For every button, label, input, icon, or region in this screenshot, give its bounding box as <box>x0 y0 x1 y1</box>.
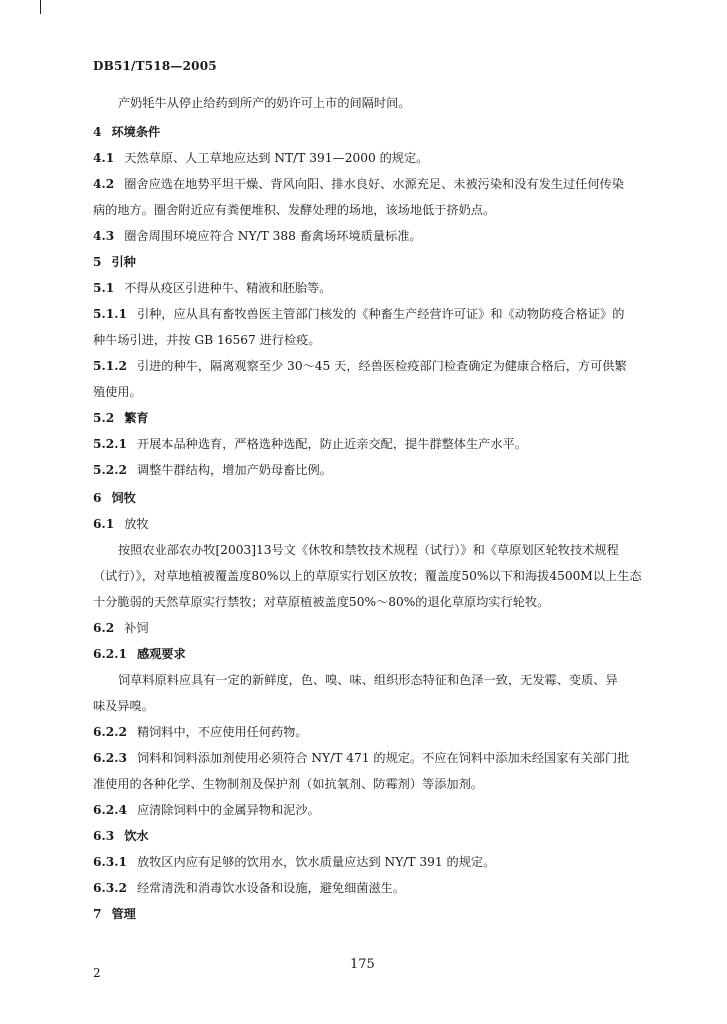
clause-number: 4.1 <box>93 151 115 165</box>
clause-text: 饲牧 <box>111 491 136 505</box>
clause-text: 天然草原、人工草地应达到 NT/T 391—2000 的规定。 <box>124 151 429 165</box>
clause-text: 圈舍周围环境应符合 NY/T 388 畜禽场环境质量标准。 <box>124 229 422 243</box>
page-number-center: 175 <box>350 957 375 972</box>
clause-number: 4.2 <box>93 177 115 191</box>
clause-text: 开展本品种选育，严格选种选配，防止近亲交配，提牛群整体生产水平。 <box>136 437 527 451</box>
clause-text: 圈舍应选在地势平坦干燥、背风向阳、排水良好、水源充足、未被污染和没有发生过任何传染 <box>124 177 624 191</box>
text-line <box>93 490 136 506</box>
clause-text: 饲草料原料应具有一定的新鲜度，色、嗅、味、组织形态特征和色泽一致，无发霉、变质、异 <box>118 673 618 687</box>
text-line <box>118 542 619 558</box>
standard-number: DB51/T518—2005 <box>93 59 217 73</box>
text-line <box>93 828 149 844</box>
clause-number: 5.2 <box>93 411 115 425</box>
clause-text: 味及异嗅。 <box>93 699 154 713</box>
text-line <box>93 620 149 636</box>
clause-text: 放牧 <box>124 517 149 531</box>
clause-text: 病的地方。圈舍附近应有粪便堆积、发酵处理的场地，该场地低于挤奶点。 <box>93 203 496 217</box>
text-line <box>93 358 627 374</box>
clause-number: 5.2.1 <box>93 437 127 451</box>
clause-number: 6.1 <box>93 517 115 531</box>
clause-text: 殖使用。 <box>93 385 142 399</box>
top-edge-mark <box>40 0 41 14</box>
text-line <box>118 672 618 688</box>
clause-text: 饲料和饲料添加剂使用必须符合 NY/T 471 的规定。不应在饲料中添加未经国家有关部门批 <box>136 751 630 765</box>
clause-number: 6.3.2 <box>93 881 127 895</box>
clause-text: 引进的种牛，隔离观察至少 30～45 天，经兽医检疫部门检查确定为健康合格后，方可供繁 <box>136 359 627 373</box>
text-line <box>93 646 186 662</box>
clause-number: 5 <box>93 255 102 269</box>
clause-number: 6.2.3 <box>93 751 127 765</box>
text-line <box>93 280 331 296</box>
clause-text: 十分脆弱的天然草原实行禁牧；对草原植被盖度50%～80%的退化草原均实行轮牧。 <box>93 595 550 609</box>
text-line <box>93 594 549 610</box>
text-line <box>93 724 308 740</box>
text-line <box>93 568 642 584</box>
page-number-left: 2 <box>93 966 101 980</box>
text-line <box>118 95 411 111</box>
clause-number: 6.2.1 <box>93 647 127 661</box>
clause-text: 繁育 <box>124 411 149 425</box>
clause-text: 不得从疫区引进种牛、精液和胚胎等。 <box>124 281 332 295</box>
text-line <box>93 698 154 714</box>
clause-text: 引种，应从具有畜牧兽医主管部门核发的《种畜生产经营许可证》和《动物防疫合格证》的 <box>136 307 625 321</box>
clause-number: 5.1 <box>93 281 115 295</box>
text-line <box>93 150 428 166</box>
text-line <box>93 906 136 922</box>
clause-number: 6.2 <box>93 621 115 635</box>
clause-number: 7 <box>93 907 102 921</box>
clause-number: 6.3.1 <box>93 855 127 869</box>
text-line <box>93 410 149 426</box>
clause-number: 5.2.2 <box>93 463 127 477</box>
clause-number: 4.3 <box>93 229 115 243</box>
clause-number: 6.2.4 <box>93 803 127 817</box>
text-line <box>93 306 624 322</box>
clause-number: 6.2.2 <box>93 725 127 739</box>
text-line <box>93 176 624 192</box>
clause-text: 引种 <box>111 255 136 269</box>
clause-text: 补饲 <box>124 621 149 635</box>
clause-text: 饮水 <box>124 829 149 843</box>
clause-text: 精饲料中，不应使用任何药物。 <box>136 725 308 739</box>
text-line <box>93 228 422 244</box>
clause-text: 种牛场引进，并按 GB 16567 进行检疫。 <box>93 333 321 347</box>
clause-number: 6.3 <box>93 829 115 843</box>
clause-text: 准使用的各种化学、生物制剂及保护剂（如抗氧剂、防霉剂）等添加剂。 <box>93 777 483 791</box>
clause-text: 经常清洗和消毒饮水设备和设施，避免细菌滋生。 <box>136 881 406 895</box>
text-line <box>93 516 149 532</box>
clause-text: 管理 <box>111 907 136 921</box>
clause-text: （试行）》，对草地植被覆盖度80%以上的草原实行划区放牧；覆盖度50%以下和海拔4500M以上生态 <box>93 569 642 583</box>
text-line <box>93 332 321 348</box>
clause-number: 5.1.2 <box>93 359 127 373</box>
text-line <box>93 462 332 478</box>
clause-number: 5.1.1 <box>93 307 127 321</box>
text-line <box>93 436 527 452</box>
clause-number: 4 <box>93 125 102 139</box>
text-line <box>93 384 142 400</box>
clause-text: 放牧区内应有足够的饮用水，饮水质量应达到 NY/T 391 的规定。 <box>136 855 496 869</box>
clause-text: 感观要求 <box>136 647 186 661</box>
clause-text: 按照农业部农办牧[2003]13号文《休牧和禁牧技术规程（试行）》和《草原划区轮牧技术规程 <box>118 543 619 557</box>
text-line <box>93 254 136 270</box>
clause-text: 调整牛群结构，增加产奶母畜比例。 <box>136 463 332 477</box>
text-line <box>93 202 495 218</box>
text-line <box>93 750 629 766</box>
clause-text: 产奶牦牛从停止给药到所产的奶许可上市的间隔时间。 <box>118 96 411 110</box>
text-line <box>93 880 405 896</box>
clause-number: 6 <box>93 491 102 505</box>
clause-text: 应清除饲料中的金属异物和泥沙。 <box>136 803 320 817</box>
text-line <box>93 854 495 870</box>
text-line <box>93 802 320 818</box>
clause-text: 环境条件 <box>111 125 161 139</box>
text-line <box>93 776 483 792</box>
text-line <box>93 124 160 140</box>
